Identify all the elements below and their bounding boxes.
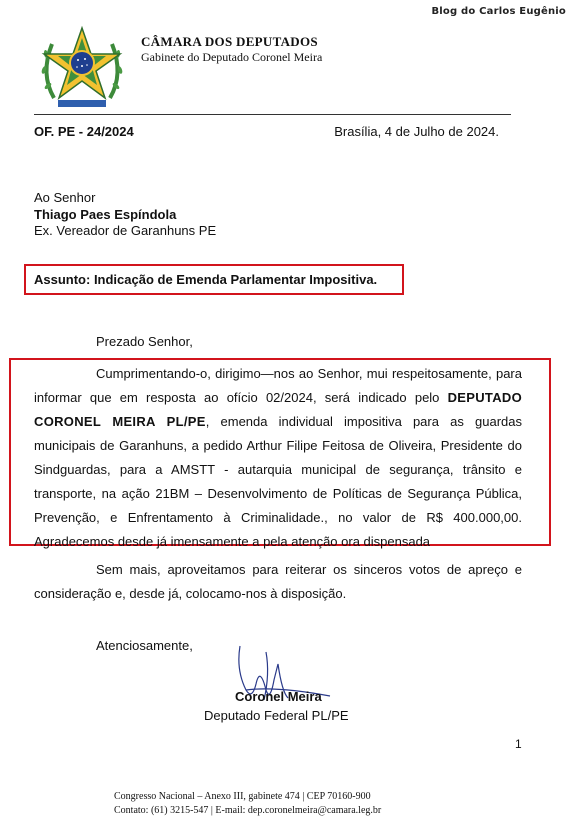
blog-watermark: Blog do Carlos Eugênio: [431, 6, 566, 17]
closing-paragraph: Sem mais, aproveitamos para reiterar os sinceros votos de apreço e consideração e, desde já, colocamo-nos à disposição.: [34, 562, 522, 601]
recipient-salutation: Ao Senhor: [34, 190, 96, 205]
document-date: Brasília, 4 de Julho de 2024.: [334, 124, 499, 139]
body-text-start: Cumprimentando-o, dirigimo—nos ao Senhor, mui respeitosamente, para informar que em resposta ao ofício 02/2024, será indicado pelo: [34, 366, 522, 405]
brazil-coat-of-arms-icon: [36, 24, 128, 112]
footer-contact: Contato: (61) 3215-547 | E-mail: dep.coronelmeira@camara.leg.br: [114, 805, 382, 816]
office-name: Gabinete do Deputado Coronel Meira: [141, 50, 323, 64]
recipient-title: Ex. Vereador de Garanhuns PE: [34, 223, 217, 238]
closing-salutation: Atenciosamente,: [96, 638, 193, 653]
signer-name: Coronel Meira: [235, 689, 322, 704]
signer-title: Deputado Federal PL/PE: [204, 708, 349, 723]
subject-line: Assunto: Indicação de Emenda Parlamentar Impositiva.: [34, 272, 378, 287]
greeting: Prezado Senhor,: [96, 334, 193, 349]
header-divider: [34, 114, 511, 115]
deputy-name-bold: DEPUTADO CORONEL MEIRA PL/PE: [34, 390, 522, 429]
footer-address: Congresso Nacional – Anexo III, gabinete 474 | CEP 70160-900: [114, 791, 371, 802]
chamber-name: CÂMARA DOS DEPUTADOS: [141, 34, 318, 49]
recipient-name: Thiago Paes Espíndola: [34, 207, 177, 222]
body-paragraph: [34, 362, 522, 554]
document-reference: OF. PE - 24/2024: [34, 124, 134, 139]
page-number: 1: [515, 737, 522, 751]
body-text-end: , emenda individual impositiva para as guardas municipais de Garanhuns, a pedido Arthur Filipe Feitosa de Oliveira, Presidente do Sindguardas, para a AMSTT - autarquia municipal de segurança, trânsito e transporte, na ação 21BM – Desenvolvimento de Políticas de Segurança Pública, Prevenção, e Enfrentamento à Criminalidade., no valor de R$ 400.000,00. Agradecemos desde já imensamente a pela atenção ora dispensada: [34, 414, 522, 549]
